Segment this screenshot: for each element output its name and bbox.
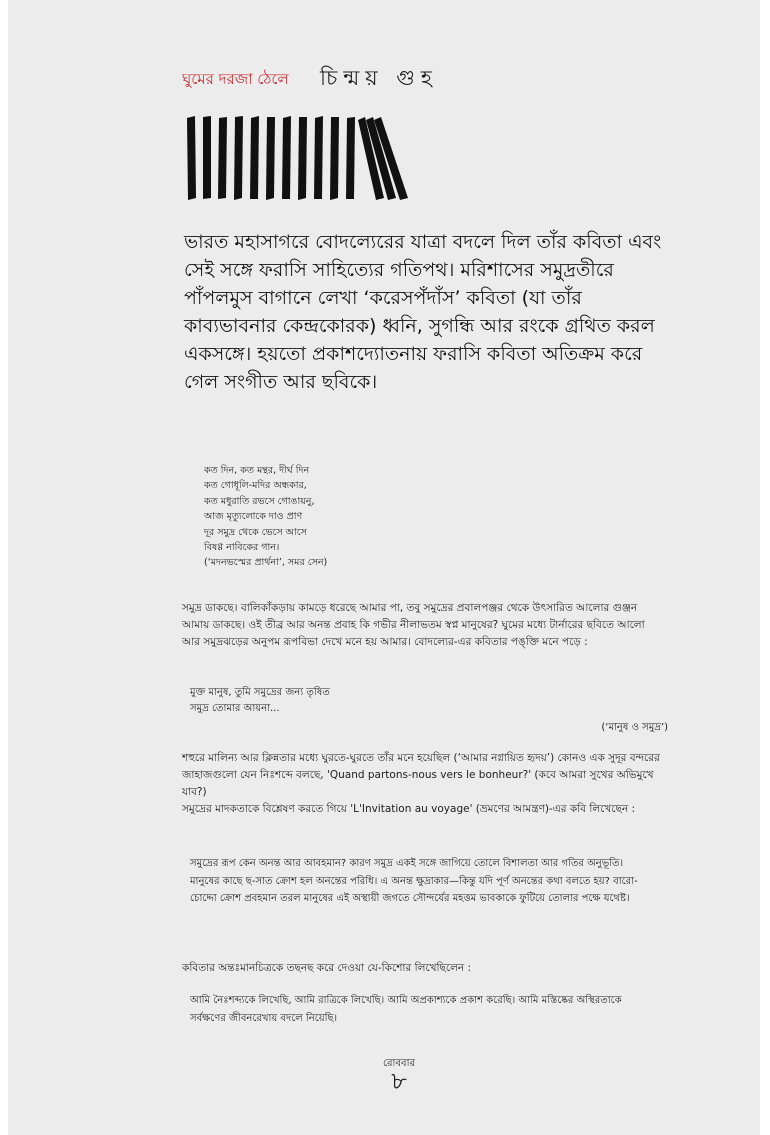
quote-line: মুক্ত মানুষ, তুমি সমুদ্রের জন্য তৃষিত [190, 687, 330, 698]
paragraph-text: সমুদ্র ডাকছে। বালিকাঁকড়ায় কামড়ে ধরেছে আমার পা, তবু সমুদ্রের প্রবালপঞ্জর থেকে উৎসারিত আলোর গুঞ্জন আমায় ডাকছে। ওই তীব্র আর অনন্ত প্রবাহ কি গভীর নীলাভতম স্বপ্ন মানুষের? ঘুমের মধ্যে টার্নারের ছবিতে আলো আর সমুদ্রঝড়ের অনুপম রূপবিভা দেখে মনে হয় আমার। বোদল্যের-এর কবিতার পঙ্‌ক্তি মনে পড়ে : [182, 602, 645, 648]
lead-text: ভারত মহাসাগরে বোদল্যেরের যাত্রা বদলে দিল তাঁর কবিতা এবং সেই সঙ্গে ফরাসি সাহিত্যের গতিপথ। মরিশাসের সমুদ্রতীরে পাঁপলমুস বাগানে লেখা ‘করেসপঁদাঁস’ কবিতা (যা তাঁর কাব্যভাবনার কেন্দ্রকোরক) ধ্বনি, সুগন্ধি আর রংকে গ্রথিত করল একসঙ্গে। হয়তো প্রকাশদ্যোতনায় ফরাসি কবিতা অতিক্রম করে গেল সংগীত আর ছবিকে। [184, 231, 662, 393]
quote-citation: (‘মানুষ ও সমুদ্র’) [601, 722, 668, 733]
column-header [182, 62, 602, 98]
paragraph-text: কবিতার অন্তঃমানচিত্রকে তছনছ করে দেওয়া যে-কিশোর লিখেছিলেন : [182, 962, 472, 974]
poem-line: দূর সমুদ্র থেকে ভেসে আসে [204, 526, 307, 538]
poem-line: কত দিন, কত মন্থর, দীর্ঘ দিন [204, 465, 310, 476]
poem-quote [204, 463, 534, 571]
poem-line: কত গোধূলি-মদির অন্ধকার, [204, 480, 307, 492]
block-quote-1 [190, 685, 650, 717]
author-name: চিন্ময় গুহ [320, 66, 438, 90]
poem-line: কত মধুরাতি রভসে গোঙায়নু, [204, 495, 315, 507]
lead-paragraph [184, 228, 664, 396]
body-paragraph-4 [182, 960, 660, 977]
paragraph-text: শহুরে মালিন্য আর ক্লিন্নতার মধ্যে ঘুরতে-ঘুরতে তাঁর মনে হয়েছিল (‘আমার নগ্নায়িত হৃদয়’) কোনও এক সুদূর বন্দরের জাহাজগুলো যেন নিঃশব্দে বলছে, 'Quand partons-nous vers le bonheur?' (কবে আমরা সুখের অভিমুখে যাব?) [182, 752, 660, 798]
quote-line: সমুদ্র তোমার আয়না... [190, 703, 280, 714]
magazine-name: রোববার [383, 1058, 415, 1069]
poem-line: আজ মৃত্যুলোকে দাও প্রাণ [204, 511, 303, 523]
body-paragraph-2 [182, 750, 660, 801]
body-paragraph-1 [182, 600, 652, 651]
poem-line: বিষণ্ণ নাবিকের গান। [204, 542, 280, 554]
series-title: ঘুমের দরজা ঠেলে [182, 70, 289, 88]
block-quote-3 [190, 992, 650, 1027]
quote-text: আমি নৈঃশব্দ্যকে লিখেছি, আমি রাত্রিকে লিখেছি। আমি অপ্রকাশ্যকে প্রকাশ করেছি। আমি মস্তিষ্কের অস্থিরতাকে সর্বক্ষণের জীবনরেখায় বদলে নিয়েছি। [190, 995, 622, 1024]
paragraph-text: সমুদ্রের মাদকতাকে বিশ্লেষণ করতে গিয়ে 'L'Invitation au voyage' (ভ্রমণের আমন্ত্রণ)-এর কবি লিখেছেন : [182, 803, 636, 815]
poem-citation: (‘মদনভস্মের প্রার্থনা’, সমর সেন) [204, 557, 328, 569]
magazine-page [8, 0, 760, 1135]
quote-text: সমুদ্রের রূপ কেন অনন্ত আর আবহমান? কারণ সমুদ্র একই সঙ্গে জাগিয়ে তোলে বিশালতা আর গতির অনুভূতি। মানুষের কাছে ছ-সাত ক্রোশ হল অনন্তের পরিধি। এ অনন্ত ক্ষুদ্রাকার—কিন্তু যদি পূর্ণ অনন্তের কথা বলতে হয়? বারো-চোদ্দো ক্রোশ প্রবহমান তরল মানুষের এই অস্থায়ী জগতে সৌন্দর্যের মহত্তম ভাবকাকে ফুটিয়ে তোলার পক্ষে যথেষ্ট। [190, 858, 638, 905]
decorative-stripes-graphic [184, 114, 414, 200]
block-quote-2 [190, 855, 650, 908]
page-number: ৮ [391, 1067, 407, 1095]
body-paragraph-3 [182, 801, 660, 818]
